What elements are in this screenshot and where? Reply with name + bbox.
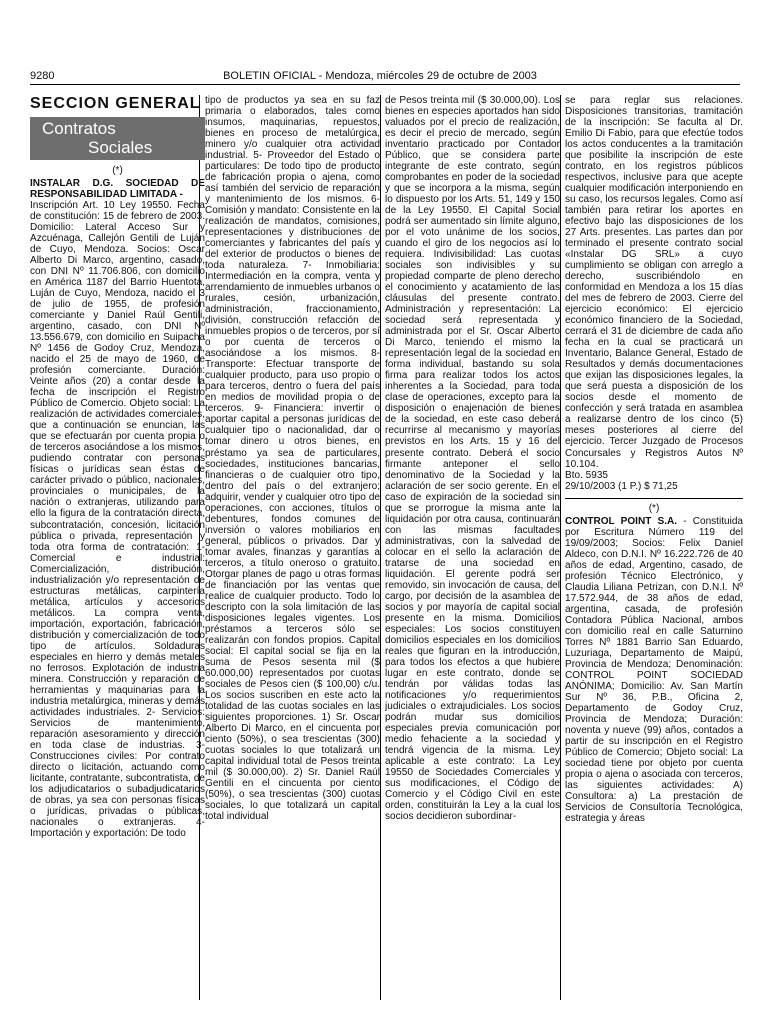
boleto-number: Bto. 5935 bbox=[565, 469, 609, 481]
entry-body-text: de Pesos treinta mil ($ 30.000,00). Los bienes en especies aportados han sido valuados por el precio de realización, es decir el precio de mercado, según inventario practicado por Contador Público, que se considera parte integrante de este contrato, según comprobantes en poder de la sociedad y que se incorpora a la misma, según lo dispuesto por los Arts. 51, 149 y 150 de la Ley 19550. El Capital Social podrá ser aumentado sin límite alguno, por el voto unánime de los socios, cuando el giro de los negocios así lo requiera. Indivisibilidad: Las cuotas sociales son indivisibles y su propiedad comparte de pleno derecho el conocimiento y acatamiento de las cláusulas del presente contrato. Administración y representación: La sociedad será representada y administrada por el Sr. Oscar Alberto Di Marco, teniendo el mismo la representación legal de la sociedad en forma individual, bastando su sola firma para realizar todos los actos inherentes a la Sociedad, para toda clase de operaciones, excepto para la disposición o enajenación de bienes de la sociedad, en este caso deberá recurrirse al mecanismo y mayorías previstos en los Arts. 15 y 16 del presente contrato. Deberá el socio firmante anteponer el sello denominativo de la Sociedad y la aclaración de ser socio gerente. En el caso de expiración de la sociedad sin que se prorrogue la misma ante la liquidación por otra causa, continuarán con las mismas facultades administrativas, con la salvedad de colocar en el sello la aclaración de tratarse de una sociedad en liquidación. El gerente podrá ser removido, sin invocación de causa, del cargo, por decisión de la asamblea de socios y por mayoría de capital social presente en la misma. Domicilios especiales: Los socios constituyen domicilios especiales en los domicilios reales que figuran en la introducción, para todos los efectos a que hubiere lugar en este contrato, donde se tendrán por válidas todas las notificaciones y/o requerimientos judiciales o extrajudiciales. Los socios podrán mudar sus domicilios especiales previa comunicación por medio fehaciente a la sociedad y tendrá vigencia de la misma. Ley aplicable a este contrato: La Ley 19550 de Sociedades Comerciales y sus modificaciones, el Código de Comercio y el Código Civil en este orden, constituirán la Ley a la cual los socios decidieron subordinar- bbox=[385, 95, 560, 823]
column-1 bbox=[30, 95, 205, 1000]
entry-company-name: CONTROL POINT S.A. bbox=[565, 515, 678, 527]
entry-body-text: tipo de productos ya sea en su faz primaria o elaborados, tales como insumos, maquinarias, repuestos, bienes en proceso de metalúrgica, minero y/o cualquier otra actividad industrial. 5- Proveedor del Estado o particulares: De todo tipo de producto de fabricación propia o ajena, como así también del servicio de reparación y mantenimiento de los mismos. 6- Comisión y mandato: Consistente en la realización de mandatos, comisiones, representaciones y distribuciones de comerciantes y fabricantes del país y del exterior de productos o bienes de toda naturaleza. 7- Inmobiliaria: Intermediación en la compra, venta y arrendamiento de inmuebles urbanos o rurales, cesión, urbanización, administración, fraccionamiento, división, construcción refacción de inmuebles propios o de terceros, por sí o por cuenta de terceros o asociándose a los mismos. 8- Transporte: Efectuar transporte de cualquier producto, para uso propio o para terceros, dentro o fuera del país en medios de movilidad propia o de terceros. 9- Financiera: invertir o aportar capital a personas jurídicas de cualquier tipo o nacionalidad, dar o tomar dinero u otros bienes, en préstamo ya sea de particulares, sociedades, instituciones bancarias, financieras o de cualquier otro tipo, dentro del país o del extranjero; adquirir, vender y cualquier otro tipo de operaciones, con acciones, títulos o debentures, fondos comunes de inversión o valores mobiliarios en general, públicos o privados. Dar y tomar avales, finanzas y garantías a terceros, a título oneroso o gratuito. Otorgar planes de pago u otras formas de financiación por las ventas que realice de cualquier producto. Todo lo descripto con la sola limitación de las disposiciones legales vigentes. Los préstamos a terceros sólo se realizarán con fondos propios. Capital social: El capital social se fija en la suma de Pesos sesenta mil ($ 60.000,00) representados por cuotas sociales de Pesos cien ($ 100,00) c/u. Los socios suscriben en este acto la totalidad de las cuotas sociales en las siguientes proporciones. 1) Sr. Oscar Alberto Di Marco, en el cincuenta por ciento (50%), o sea trescientas (300) cuotas sociales lo que totalizará un capital individual total de Pesos treinta mil ($ 30.000,00). 2) Sr. Daniel Raúl Gentili en el cincuenta por ciento (50%), o sea trescientas (300) cuotas sociales, lo que totalizará un capital total individual bbox=[205, 95, 380, 823]
banner-line-1: Contratos bbox=[42, 119, 116, 138]
section-title: SECCION GENERAL bbox=[30, 95, 201, 112]
page-number: 9280 bbox=[30, 70, 55, 82]
entry-company-name: INSTALAR D.G. SOCIEDAD DE RESPONSABILIDAD LIMITADA - bbox=[30, 178, 205, 201]
entry-divider bbox=[565, 498, 743, 499]
top-rule bbox=[30, 84, 740, 85]
entry-marker: (*) bbox=[648, 502, 660, 514]
column-3 bbox=[385, 95, 560, 1000]
entry-body-text: Inscripción Art. 10 Ley 19550. Fecha de constitución: 15 de febrero de 2003. Domicilio: Lateral Acceso Sur y Azcuénaga, Callejón Gentili de Luján de Cuyo, Mendoza. Socios: Oscar Alberto Di Marco, argentino, casado, con DNI Nº 11.706.806, con domicilio en América 1187 del Barrio Huentota, Luján de Cuyo, Mendoza, nacido el 3 de julio de 1955, de profesión comerciante y Daniel Raúl Gentili, argentino, casado, con DNI Nº 13.556.679, con domicilio en Suipacha Nº 1456 de Godoy Cruz, Mendoza, nacido el 25 de mayo de 1960, de profesión comerciante. Duración: Veinte años (20) a contar desde la fecha de inscripción el Registro Público de Comercio. Objeto social: La realización de actividades comerciales, que a continuación se enuncian, las que se efectuarán por cuenta propia o de terceros asociándose a los mismos, pudiendo contratar con personas físicas o jurídicas sean éstas de carácter privado o público, nacionales, provinciales o municipales, de la nación o extranjeras, utilizando para ello la figura de la contratación directa, subcontratación, concesión, licitación pública o privada, representación y toda otra forma de contratación: 1- Comercial e industrial: Comercialización, distribución, industrialización y/o representación de estructuras metálicas, carpintería metálica, artículos y accesorios metálicos. La compra venta, importación, exportación, fabricación, distribución y comercialización de todo tipo de artículos. Soldaduras especiales en hierro y demás metales no ferrosos. Explotación de industria minera. Construcción y reparación de herramientas y maquinarias para la industria metalúrgica, mineras y demás actividades industriales. 2- Servicios: Servicios de mantenimiento, reparación asesoramiento y dirección en toda clase de industrias. 3- Construcciones civiles: Por contrato directo o licitación, actuando como licitante, contratante, subcontratista, de los adjudicatarios o subadjudicatarios de obras, ya sea con personas físicas o jurídicas, privadas o públicas, nacionales o extranjeras. 4- Importación y exportación: De todo bbox=[30, 200, 205, 839]
publication-date-price: 29/10/2003 (1 P.) $ 71,25 bbox=[565, 480, 678, 492]
entry-body-text bbox=[565, 516, 743, 824]
entry-body-text: se para reglar sus relaciones. Disposiciones transitorias, tramitación de la inscripción: Se faculta al Dr. Emilio Di Fabio, para que efectúe todos los actos conducentes a la tramitación que posibilite la inscripción de este contrato, en los registros públicos respectivos, inclusive para que acepte cualquier modificación interponiendo en su caso, los recursos legales. Como así también para retirar los aportes en efectivo bajo las disposiciones de los 27 Arts. presentes. Las partes dan por terminado el presente contrato social «Instalar DG SRL» a cuyo cumplimiento se obligan con arreglo a derecho, suscribiéndolo en conformidad en Mendoza a los 15 días del mes de febrero de 2003. Cierre del ejercicio económico: El ejercicio económico financiero de la Sociedad, cerrará el 31 de diciembre de cada año fecha en la cual se practicará un Inventario, Balance General, Estado de Resultados y demás documentaciones que exijan las disposiciones legales, la que será puesta a disposición de los socios desde el momento de confección y será tratada en asamblea a realizarse dentro de los cinco (5) meses posteriores al cierre del ejercicio. Tercer Juzgado de Procesos Concursales y Registros Autos Nº 10.104. bbox=[565, 95, 743, 470]
banner-line-2: Sociales bbox=[88, 138, 153, 157]
column-separator bbox=[380, 95, 381, 1000]
column-separator bbox=[560, 95, 561, 1000]
column-4 bbox=[565, 95, 743, 1000]
column-2 bbox=[205, 95, 380, 1000]
entry-marker: (*) bbox=[112, 165, 123, 176]
entry-text: - Constituida por Escritura Número 119 del 19/09/2003; Socios: Felix Daniel Aldeco, con D.N.I. Nº 16.222.726 de 40 años de edad, Argentino, casado, de profesión Técnico Electrónico, y Claudia Liliana Petrizan, con D.N.I. Nº 17.572.944, de 38 años de edad, argentina, casada, de profesión Contadora Pública Nacional, ambos con domicilio real en calle Saturnino Torres Nº 1881 Barrio San Eduardo, Luzuriaga, Departamento de Maipú, Provincia de Mendoza; Denominación: CONTROL POINT SOCIEDAD ANÓNIMA; Domicilio: Av. San Martín Sur Nº 36, P.B., Oficina 2, Departamento de Godoy Cruz, Provincia de Mendoza; Duración: noventa y nueve (99) años, contados a partir de su inscripción en el Registro Público de Comercio; Objeto social: La sociedad tiene por objeto por cuenta propia o ajena o asociada con terceros, las siguientes actividades: A) Consultora: a) La prestación de Servicios de Consultoría Tecnológica, estrategia y áreas bbox=[565, 515, 743, 824]
section-banner bbox=[30, 117, 205, 160]
running-head: BOLETIN OFICIAL - Mendoza, miércoles 29 de octubre de 2003 bbox=[223, 70, 537, 82]
